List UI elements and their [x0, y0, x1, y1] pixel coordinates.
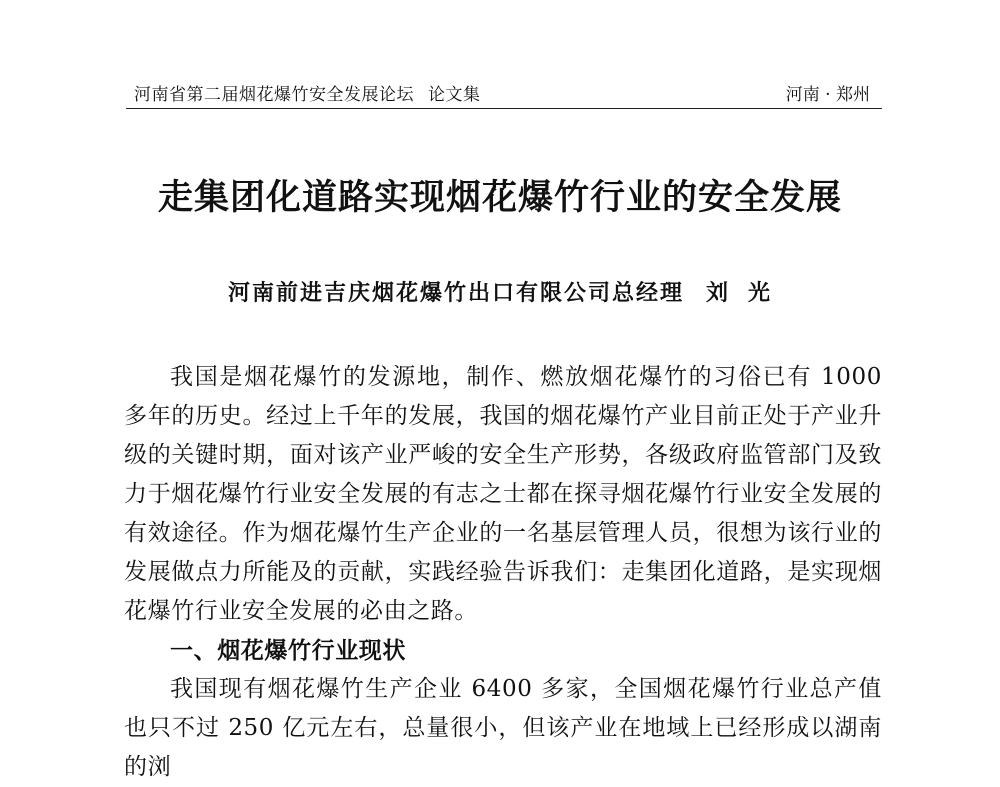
article-title: 走集团化道路实现烟花爆竹行业的安全发展	[157, 177, 842, 218]
author-affiliation: 河南前进吉庆烟花爆竹出口有限公司总经理	[227, 280, 684, 306]
author-name-first: 刘	[705, 280, 730, 306]
header-forum-title: 河南省第二届烟花爆竹安全发展论坛	[134, 85, 414, 105]
body-paragraph: 我国是烟花爆竹的发源地，制作、燃放烟花爆竹的习俗已有 1000 多年的历史。经过上千年的发展，我国的烟花爆竹产业目前正处于产业升级的关键时期，面对该产业严峻的安全生产形势，各级政府监管部门及致力于烟花爆竹行业安全发展的有志之士都在探寻烟花爆竹行业安全发展的有效途径。作为烟花爆竹生产企业的一名基层管理人员，很想为该行业的发展做点力所能及的贡献，实践经验告诉我们：走集团化道路，是实现烟花爆竹行业安全发展的必由之路。	[124, 364, 882, 624]
header-publication	[134, 80, 481, 105]
header-collection-label: 论文集	[428, 85, 481, 105]
header-location: 河南 · 郑州	[785, 85, 870, 105]
author-name-second: 光	[748, 280, 773, 306]
section-heading: 一、烟花爆竹行业现状	[170, 637, 406, 664]
body-paragraph: 我国现有烟花爆竹生产企业 6400 多家，全国烟花爆竹行业总产值也只不过 250 亿元左右，总量很小，但该产业在地域上已经形成以湖南的浏	[124, 676, 882, 780]
article-body	[124, 358, 882, 787]
running-header	[126, 80, 882, 109]
author-byline	[0, 276, 1000, 307]
